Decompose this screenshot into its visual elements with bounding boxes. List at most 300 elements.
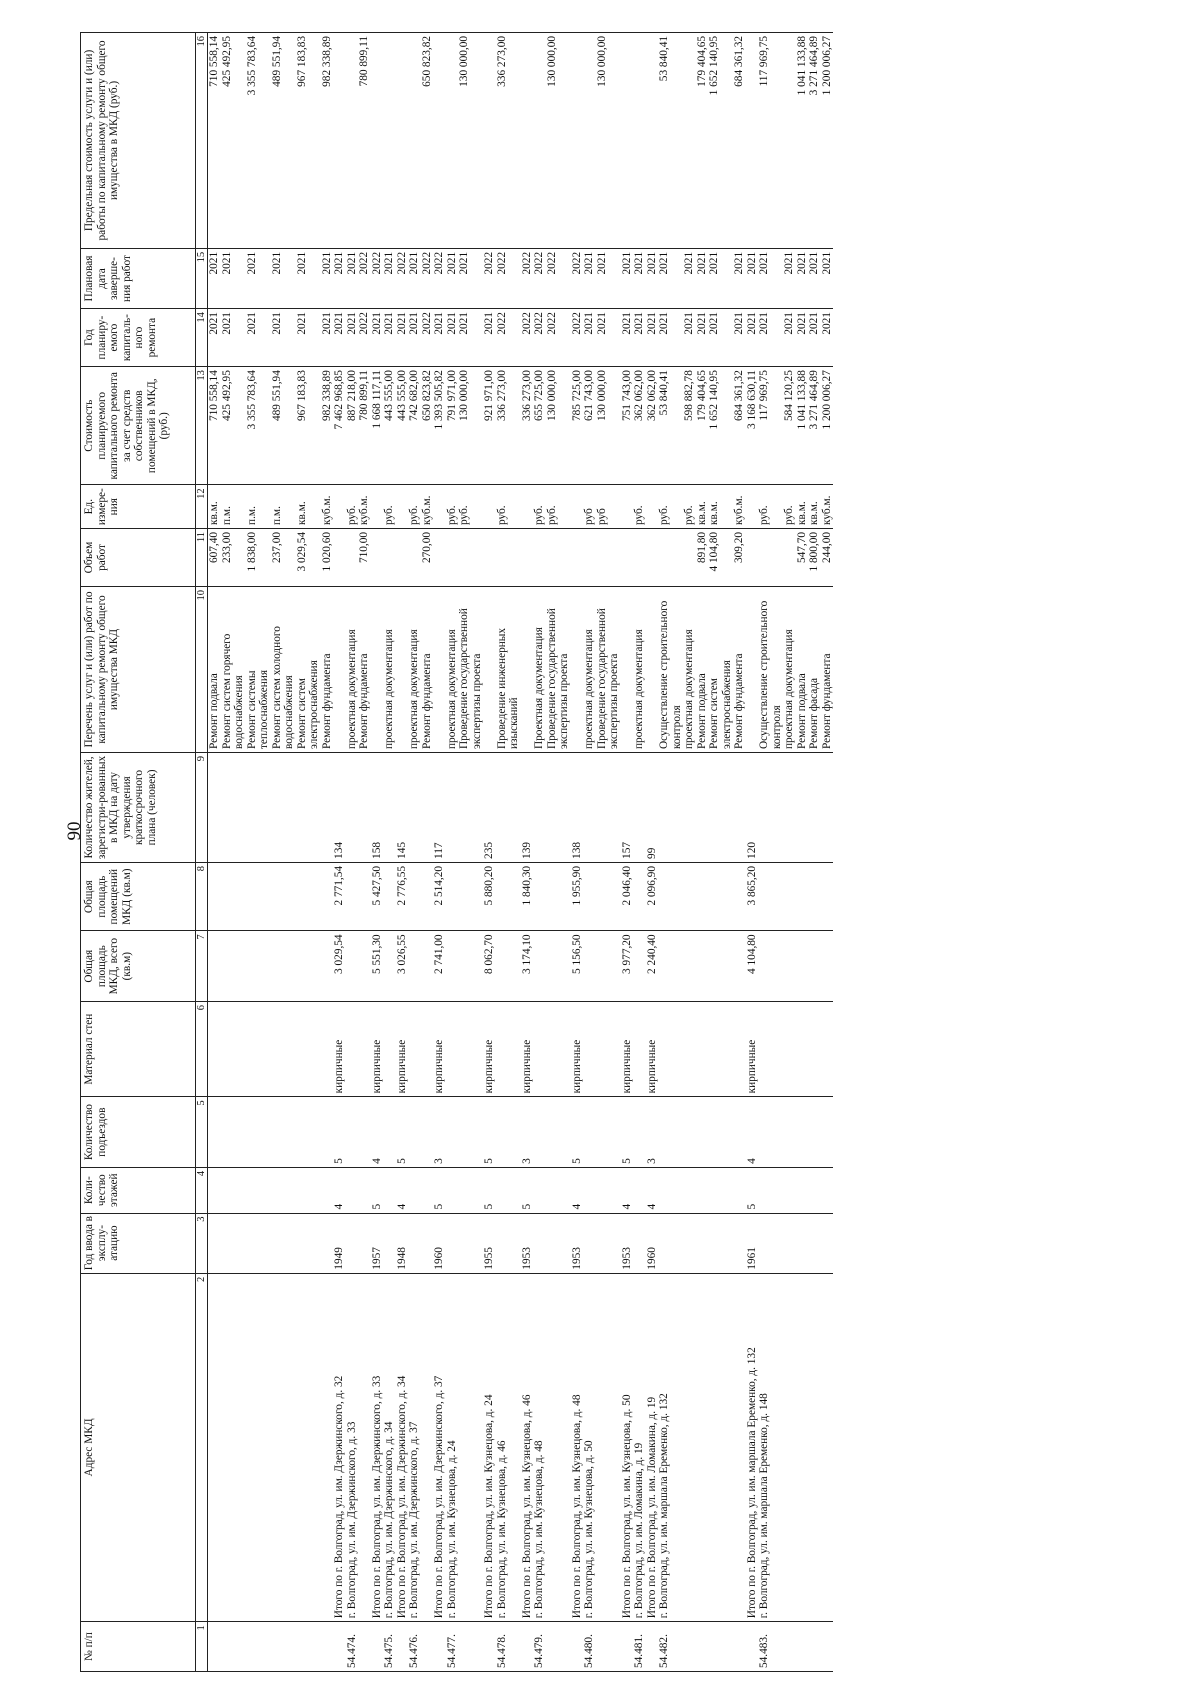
cell-col-3: 1948 bbox=[396, 1213, 409, 1273]
cell-col-13: 336 273,00 bbox=[521, 367, 534, 485]
cell-col-16 bbox=[683, 33, 696, 249]
cell-col-14: 2021 bbox=[796, 309, 809, 367]
cell-col-4 bbox=[708, 1167, 733, 1213]
cell-col-5 bbox=[708, 1097, 733, 1168]
cell-col-4 bbox=[783, 1167, 796, 1213]
cell-col-4 bbox=[758, 1167, 783, 1213]
cell-col-3 bbox=[658, 1213, 683, 1273]
cell-col-2 bbox=[696, 1273, 709, 1622]
cell-col-4: 5 bbox=[521, 1167, 534, 1213]
cell-col-2: г. Волгоград, ул. им. маршала Еременко, д. 148 bbox=[758, 1273, 783, 1622]
cell-col-12: п.м. bbox=[221, 485, 246, 529]
cell-col-11 bbox=[621, 528, 634, 586]
cell-col-5 bbox=[246, 1097, 271, 1168]
cell-col-15: 2021 bbox=[708, 248, 733, 308]
cell-col-2: Итого по г. Волгоград, ул. им. Дзержинского, д. 33 bbox=[371, 1273, 384, 1622]
cell-col-1: 54.474. bbox=[346, 1622, 359, 1672]
cell-col-14: 2022 bbox=[571, 309, 584, 367]
cell-col-7 bbox=[246, 931, 271, 1002]
column-number-8: 8 bbox=[196, 862, 208, 930]
cell-col-15: 2022 bbox=[571, 248, 584, 308]
cell-col-4 bbox=[696, 1167, 709, 1213]
cell-col-2 bbox=[783, 1273, 796, 1622]
table-row bbox=[683, 33, 696, 1672]
cell-col-3: 1957 bbox=[371, 1213, 384, 1273]
total-row bbox=[571, 33, 584, 1672]
cell-col-7 bbox=[421, 931, 434, 1002]
cell-col-14: 2021 bbox=[746, 309, 759, 367]
cell-col-6 bbox=[458, 1001, 483, 1096]
cell-col-8 bbox=[446, 862, 459, 930]
cell-col-1 bbox=[483, 1622, 496, 1672]
cell-col-14: 2021 bbox=[396, 309, 409, 367]
cell-col-1 bbox=[458, 1622, 483, 1672]
cell-col-4: 5 bbox=[483, 1167, 496, 1213]
cell-col-13: 3 168 630,11 bbox=[746, 367, 759, 485]
cell-col-14: 2021 bbox=[383, 309, 396, 367]
cell-col-6: кирпичные bbox=[746, 1001, 759, 1096]
cell-col-6 bbox=[708, 1001, 733, 1096]
column-header-14: Год планиру-емого капиталь-ного ремонта bbox=[81, 309, 196, 367]
cell-col-8 bbox=[546, 862, 571, 930]
cell-col-16: 3 271 464,89 bbox=[808, 33, 821, 249]
cell-col-8 bbox=[358, 862, 371, 930]
table-row bbox=[596, 33, 621, 1672]
cell-col-13: 117 969,75 bbox=[758, 367, 783, 485]
cell-col-13: 780 899,11 bbox=[358, 367, 371, 485]
cell-col-11 bbox=[596, 528, 621, 586]
table-row bbox=[583, 33, 596, 1672]
cell-col-5 bbox=[446, 1097, 459, 1168]
cell-col-6: кирпичные bbox=[521, 1001, 534, 1096]
cell-col-13: 130 000,00 bbox=[546, 367, 571, 485]
cell-col-7 bbox=[796, 931, 809, 1002]
cell-col-5 bbox=[421, 1097, 434, 1168]
cell-col-5 bbox=[821, 1097, 834, 1168]
cell-col-4 bbox=[446, 1167, 459, 1213]
cell-col-7 bbox=[383, 931, 396, 1002]
cell-col-13: 7 462 968,85 bbox=[333, 367, 346, 485]
cell-col-5: 5 bbox=[396, 1097, 409, 1168]
cell-col-8 bbox=[246, 862, 271, 930]
cell-col-5 bbox=[633, 1097, 646, 1168]
cell-col-15: 2021 bbox=[446, 248, 459, 308]
cell-col-4: 4 bbox=[571, 1167, 584, 1213]
cell-col-14: 2022 bbox=[521, 309, 534, 367]
cell-col-12: руб bbox=[596, 485, 621, 529]
total-row bbox=[433, 33, 446, 1672]
cell-col-1 bbox=[821, 1622, 834, 1672]
cell-col-11: 1 800,00 bbox=[808, 528, 821, 586]
cell-col-8 bbox=[683, 862, 696, 930]
cell-col-1 bbox=[421, 1622, 434, 1672]
cell-col-9 bbox=[496, 753, 521, 863]
table-row bbox=[408, 33, 421, 1672]
cell-col-4 bbox=[533, 1167, 546, 1213]
cell-col-9 bbox=[821, 753, 834, 863]
cell-col-16 bbox=[446, 33, 459, 249]
cell-col-10: Ремонт систем электроснабжения bbox=[296, 587, 321, 753]
cell-col-14: 2021 bbox=[658, 309, 683, 367]
cell-col-6 bbox=[808, 1001, 821, 1096]
column-header-4: Коли-чество этажей bbox=[81, 1167, 196, 1213]
cell-col-14: 2021 bbox=[758, 309, 783, 367]
cell-col-15: 2021 bbox=[346, 248, 359, 308]
cell-col-9 bbox=[658, 753, 683, 863]
cell-col-12: куб.м. bbox=[421, 485, 434, 529]
cell-col-3: 1960 bbox=[433, 1213, 446, 1273]
column-header-3: Год ввода в эксплу-атацию bbox=[81, 1213, 196, 1273]
cell-col-4: 5 bbox=[371, 1167, 384, 1213]
cell-col-16: 53 840,41 bbox=[658, 33, 683, 249]
cell-col-7: 3 026,55 bbox=[396, 931, 409, 1002]
cell-col-11 bbox=[483, 528, 496, 586]
cell-col-13: 621 743,00 bbox=[583, 367, 596, 485]
cell-col-15: 2021 bbox=[271, 248, 296, 308]
cell-col-5 bbox=[358, 1097, 371, 1168]
cell-col-7 bbox=[583, 931, 596, 1002]
cell-col-4 bbox=[321, 1167, 334, 1213]
cell-col-14: 2021 bbox=[246, 309, 271, 367]
column-number-4: 4 bbox=[196, 1167, 208, 1213]
cell-col-7 bbox=[446, 931, 459, 1002]
cell-col-2: Итого по г. Волгоград, ул. им. Кузнецова, д. 24 bbox=[483, 1273, 496, 1622]
cell-col-11: 3 029,54 bbox=[296, 528, 321, 586]
column-header-1: № п/п bbox=[81, 1622, 196, 1672]
header-row bbox=[81, 33, 196, 1672]
cell-col-7 bbox=[408, 931, 421, 1002]
cell-col-7 bbox=[458, 931, 483, 1002]
cell-col-1 bbox=[271, 1622, 296, 1672]
column-header-6: Материал стен bbox=[81, 1001, 196, 1096]
cell-col-2 bbox=[796, 1273, 809, 1622]
cell-col-12 bbox=[371, 485, 384, 529]
cell-col-6 bbox=[758, 1001, 783, 1096]
cell-col-13: 1 668 117,11 bbox=[371, 367, 384, 485]
cell-col-5 bbox=[208, 1097, 221, 1168]
cell-col-12 bbox=[521, 485, 534, 529]
cell-col-10: Ремонт фундамента bbox=[358, 587, 371, 753]
cell-col-10: Ремонт системы теплоснабжения bbox=[246, 587, 271, 753]
table-row bbox=[733, 33, 746, 1672]
cell-col-4 bbox=[683, 1167, 696, 1213]
cell-col-7 bbox=[221, 931, 246, 1002]
cell-col-16: 3 355 783,64 bbox=[246, 33, 271, 249]
cell-col-15: 2021 bbox=[296, 248, 321, 308]
column-header-2: Адрес МКД bbox=[81, 1273, 196, 1622]
cell-col-2: Итого по г. Волгоград, ул. им. Кузнецова, д. 48 bbox=[571, 1273, 584, 1622]
cell-col-14: 2021 bbox=[221, 309, 246, 367]
table-row bbox=[383, 33, 396, 1672]
cell-col-2: Итого по г. Волгоград, ул. им. Дзержинского, д. 37 bbox=[433, 1273, 446, 1622]
cell-col-3 bbox=[633, 1213, 646, 1273]
cell-col-16 bbox=[533, 33, 546, 249]
cell-col-8: 1 955,90 bbox=[571, 862, 584, 930]
table-row bbox=[533, 33, 546, 1672]
cell-col-8: 5 880,20 bbox=[483, 862, 496, 930]
cell-col-6 bbox=[296, 1001, 321, 1096]
cell-col-15: 2022 bbox=[533, 248, 546, 308]
cell-col-9 bbox=[208, 753, 221, 863]
cell-col-11: 1 838,00 bbox=[246, 528, 271, 586]
cell-col-2 bbox=[246, 1273, 271, 1622]
cell-col-3 bbox=[683, 1213, 696, 1273]
cell-col-12: кв.м. bbox=[296, 485, 321, 529]
cell-col-2: Итого по г. Волгоград, ул. им. Дзержинского, д. 32 bbox=[333, 1273, 346, 1622]
cell-col-1 bbox=[796, 1622, 809, 1672]
column-number-15: 15 bbox=[196, 248, 208, 308]
cell-col-5: 5 bbox=[621, 1097, 634, 1168]
cell-col-16: 650 823,82 bbox=[421, 33, 434, 249]
cell-col-8 bbox=[383, 862, 396, 930]
cell-col-10: Проведение государственной экспертизы проекта bbox=[596, 587, 621, 753]
cell-col-7 bbox=[821, 931, 834, 1002]
cell-col-16: 489 551,94 bbox=[271, 33, 296, 249]
column-header-12: Ед. измере-ния bbox=[81, 485, 196, 529]
total-row bbox=[396, 33, 409, 1672]
cell-col-1 bbox=[321, 1622, 334, 1672]
cell-col-8 bbox=[733, 862, 746, 930]
cell-col-13: 1 652 140,95 bbox=[708, 367, 733, 485]
cell-col-10: Ремонт фасада bbox=[808, 587, 821, 753]
cell-col-7 bbox=[296, 931, 321, 1002]
cell-col-1 bbox=[396, 1622, 409, 1672]
table-row bbox=[421, 33, 434, 1672]
cell-col-3: 1949 bbox=[333, 1213, 346, 1273]
cell-col-8 bbox=[321, 862, 334, 930]
cell-col-13: 425 492,95 bbox=[221, 367, 246, 485]
cell-col-12: руб. bbox=[533, 485, 546, 529]
cell-col-13: 791 971,00 bbox=[446, 367, 459, 485]
cell-col-9 bbox=[683, 753, 696, 863]
cell-col-13: 921 971,00 bbox=[483, 367, 496, 485]
cell-col-3 bbox=[408, 1213, 421, 1273]
cell-col-5 bbox=[733, 1097, 746, 1168]
cell-col-7 bbox=[658, 931, 683, 1002]
cell-col-11 bbox=[333, 528, 346, 586]
cell-col-6 bbox=[421, 1001, 434, 1096]
cell-col-16 bbox=[746, 33, 759, 249]
cell-col-10: проектная документация bbox=[683, 587, 696, 753]
cell-col-15: 2022 bbox=[371, 248, 384, 308]
column-header-9: Количество жителей, зарегистри-рованных в МКД на дату утверждения краткосрочного плана (человек) bbox=[81, 753, 196, 863]
cell-col-11 bbox=[433, 528, 446, 586]
cell-col-5 bbox=[758, 1097, 783, 1168]
cell-col-14: 2021 bbox=[346, 309, 359, 367]
cell-col-9 bbox=[708, 753, 733, 863]
cell-col-1 bbox=[371, 1622, 384, 1672]
cell-col-11 bbox=[571, 528, 584, 586]
cell-col-13: 1 393 505,82 bbox=[433, 367, 446, 485]
cell-col-15: 2021 bbox=[333, 248, 346, 308]
cell-col-11: 233,00 bbox=[221, 528, 246, 586]
cell-col-14: 2021 bbox=[633, 309, 646, 367]
cell-col-3 bbox=[496, 1213, 521, 1273]
cell-col-4 bbox=[296, 1167, 321, 1213]
cell-col-10 bbox=[433, 587, 446, 753]
cell-col-4 bbox=[246, 1167, 271, 1213]
cell-col-12: руб. bbox=[346, 485, 359, 529]
cell-col-5: 3 bbox=[433, 1097, 446, 1168]
cell-col-10 bbox=[333, 587, 346, 753]
cell-col-6: кирпичные bbox=[396, 1001, 409, 1096]
cell-col-11 bbox=[658, 528, 683, 586]
cell-col-12: п.м. bbox=[271, 485, 296, 529]
total-row bbox=[333, 33, 346, 1672]
cell-col-5 bbox=[583, 1097, 596, 1168]
cell-col-12: руб. bbox=[458, 485, 483, 529]
cell-col-4 bbox=[346, 1167, 359, 1213]
cell-col-1: 54.482. bbox=[658, 1622, 683, 1672]
cell-col-9: 157 bbox=[621, 753, 634, 863]
cell-col-16: 710 558,14 bbox=[208, 33, 221, 249]
cell-col-14: 2021 bbox=[821, 309, 834, 367]
cell-col-1: 54.481. bbox=[633, 1622, 646, 1672]
cell-col-3 bbox=[821, 1213, 834, 1273]
cell-col-3 bbox=[733, 1213, 746, 1273]
cell-col-7 bbox=[321, 931, 334, 1002]
cell-col-2 bbox=[271, 1273, 296, 1622]
column-number-2: 2 bbox=[196, 1273, 208, 1622]
cell-col-10: Ремонт подвала bbox=[208, 587, 221, 753]
cell-col-4 bbox=[208, 1167, 221, 1213]
cell-col-3 bbox=[546, 1213, 571, 1273]
cell-col-4 bbox=[583, 1167, 596, 1213]
cell-col-11 bbox=[496, 528, 521, 586]
cell-col-14: 2021 bbox=[446, 309, 459, 367]
cell-col-5 bbox=[458, 1097, 483, 1168]
cell-col-12: кв.м. bbox=[796, 485, 809, 529]
cell-col-8 bbox=[808, 862, 821, 930]
cell-col-12: куб.м. bbox=[821, 485, 834, 529]
cell-col-15: 2022 bbox=[483, 248, 496, 308]
cell-col-13: 130 000,00 bbox=[596, 367, 621, 485]
cell-col-3 bbox=[296, 1213, 321, 1273]
cell-col-2: г. Волгоград, ул. им. маршала Еременко, д. 132 bbox=[658, 1273, 683, 1622]
cell-col-6 bbox=[733, 1001, 746, 1096]
cell-col-9 bbox=[696, 753, 709, 863]
cell-col-14: 2021 bbox=[371, 309, 384, 367]
cell-col-9: 139 bbox=[521, 753, 534, 863]
cell-col-3 bbox=[208, 1213, 221, 1273]
cell-col-7: 3 029,54 bbox=[333, 931, 346, 1002]
cell-col-5 bbox=[796, 1097, 809, 1168]
cell-col-10: Ремонт фундамента bbox=[733, 587, 746, 753]
cell-col-11 bbox=[396, 528, 409, 586]
cell-col-16: 130 000,00 bbox=[546, 33, 571, 249]
table-row bbox=[321, 33, 334, 1672]
cell-col-3: 1953 bbox=[521, 1213, 534, 1273]
cell-col-16 bbox=[583, 33, 596, 249]
cell-col-11 bbox=[683, 528, 696, 586]
cell-col-7 bbox=[358, 931, 371, 1002]
column-header-16: Предельная стоимость услуги и (или) работы по капитальному ремонту общего имущества в МКД (руб.) bbox=[81, 33, 196, 249]
cell-col-11 bbox=[746, 528, 759, 586]
cell-col-11 bbox=[783, 528, 796, 586]
cell-col-16 bbox=[633, 33, 646, 249]
cell-col-5: 5 bbox=[571, 1097, 584, 1168]
cell-col-15: 2021 bbox=[208, 248, 221, 308]
column-number-9: 9 bbox=[196, 753, 208, 863]
cell-col-11: 607,40 bbox=[208, 528, 221, 586]
cell-col-3 bbox=[596, 1213, 621, 1273]
cell-col-14: 2021 bbox=[621, 309, 634, 367]
cell-col-1: 54.477. bbox=[446, 1622, 459, 1672]
cell-col-5 bbox=[408, 1097, 421, 1168]
column-header-10: Перечень услуг и (или) работ по капитальному ремонту общего имущества МКД bbox=[81, 587, 196, 753]
cell-col-13: 489 551,94 bbox=[271, 367, 296, 485]
cell-col-13: 443 555,00 bbox=[396, 367, 409, 485]
cell-col-7: 3 977,20 bbox=[621, 931, 634, 1002]
cell-col-4: 5 bbox=[746, 1167, 759, 1213]
table-row bbox=[271, 33, 296, 1672]
cell-col-7 bbox=[346, 931, 359, 1002]
cell-col-7 bbox=[271, 931, 296, 1002]
cell-col-4 bbox=[596, 1167, 621, 1213]
cell-col-3: 1955 bbox=[483, 1213, 496, 1273]
cell-col-15: 2021 bbox=[221, 248, 246, 308]
cell-col-5 bbox=[496, 1097, 521, 1168]
cell-col-13: 1 200 006,27 bbox=[821, 367, 834, 485]
cell-col-12 bbox=[483, 485, 496, 529]
cell-col-5: 5 bbox=[333, 1097, 346, 1168]
cell-col-7 bbox=[546, 931, 571, 1002]
cell-col-12: кв.м. bbox=[696, 485, 709, 529]
cell-col-9 bbox=[458, 753, 483, 863]
cell-col-12: куб.м. bbox=[733, 485, 746, 529]
cell-col-2 bbox=[221, 1273, 246, 1622]
cell-col-8 bbox=[408, 862, 421, 930]
cell-col-11: 244,00 bbox=[821, 528, 834, 586]
cell-col-4 bbox=[358, 1167, 371, 1213]
cell-col-10: Проектная документация bbox=[533, 587, 546, 753]
cell-col-9 bbox=[583, 753, 596, 863]
cell-col-9 bbox=[633, 753, 646, 863]
column-number-1: 1 bbox=[196, 1622, 208, 1672]
cell-col-8: 2 771,54 bbox=[333, 862, 346, 930]
cell-col-3: 1953 bbox=[571, 1213, 584, 1273]
cell-col-11: 547,70 bbox=[796, 528, 809, 586]
table-row bbox=[808, 33, 821, 1672]
cell-col-8 bbox=[796, 862, 809, 930]
cell-col-3 bbox=[796, 1213, 809, 1273]
cell-col-12 bbox=[333, 485, 346, 529]
cell-col-9: 145 bbox=[396, 753, 409, 863]
cell-col-3 bbox=[421, 1213, 434, 1273]
cell-col-3 bbox=[446, 1213, 459, 1273]
cell-col-12: руб. bbox=[633, 485, 646, 529]
cell-col-1 bbox=[296, 1622, 321, 1672]
cell-col-9 bbox=[221, 753, 246, 863]
cell-col-12: руб. bbox=[408, 485, 421, 529]
cell-col-14: 2021 bbox=[433, 309, 446, 367]
cell-col-15: 2022 bbox=[546, 248, 571, 308]
cell-col-2 bbox=[821, 1273, 834, 1622]
cell-col-11 bbox=[633, 528, 646, 586]
cell-col-9 bbox=[546, 753, 571, 863]
cell-col-2 bbox=[358, 1273, 371, 1622]
cell-col-3: 1953 bbox=[621, 1213, 634, 1273]
cell-col-4: 4 bbox=[333, 1167, 346, 1213]
cell-col-5 bbox=[346, 1097, 359, 1168]
table-row bbox=[296, 33, 321, 1672]
cell-col-11 bbox=[533, 528, 546, 586]
cell-col-8 bbox=[596, 862, 621, 930]
cell-col-1 bbox=[433, 1622, 446, 1672]
cell-col-13: 362 062,00 bbox=[633, 367, 646, 485]
cell-col-11 bbox=[758, 528, 783, 586]
cell-col-9 bbox=[246, 753, 271, 863]
